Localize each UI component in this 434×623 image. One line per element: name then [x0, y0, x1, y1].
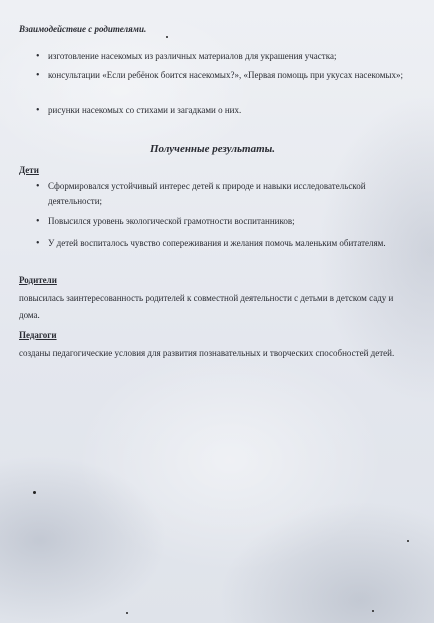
bullet-icon: • [36, 105, 40, 116]
bullet-icon: • [36, 181, 40, 192]
bullet-icon: • [36, 216, 40, 227]
list-item-text: изготовление насекомых из различных материалов для украшения участка; [48, 51, 337, 61]
scan-speck [126, 612, 128, 614]
list-item [36, 103, 406, 118]
parents-interaction-heading: Взаимодействие с родителями. [19, 24, 147, 34]
children-label: Дети [19, 165, 39, 175]
teachers-result-text: созданы педагогические условия для развития познавательных и творческих способностей детей. [19, 348, 395, 358]
list-item [36, 49, 406, 64]
scan-speck [166, 36, 168, 38]
list-item [36, 214, 406, 229]
scan-speck [407, 540, 409, 542]
list-item-text: рисунки насекомых со стихами и загадками о них. [48, 105, 242, 115]
parents-label: Родители [19, 275, 57, 285]
list-item-text: консультации «Если ребёнок боится насекомых?», «Первая помощь при укусах насекомых»; [48, 70, 403, 80]
list-item-text: У детей воспиталось чувство сопереживания и желания помочь маленьким обитателям. [48, 238, 386, 248]
list-item [36, 236, 406, 251]
scan-speck [372, 610, 374, 612]
bullet-icon: • [36, 238, 40, 249]
list-item [36, 179, 386, 209]
bullet-icon: • [36, 70, 40, 81]
list-item-text: Повысился уровень экологической грамотности воспитанников; [48, 216, 295, 226]
scan-speck [33, 491, 36, 494]
list-item [36, 68, 406, 83]
results-title: Полученные результаты. [150, 143, 276, 155]
parents-result-text: повысилась заинтересованность родителей к совместной деятельности с детьми в детском саду и дома. [19, 293, 394, 320]
list-item-text: Сформировался устойчивый интерес детей к природе и навыки исследовательской деятельности; [48, 181, 366, 206]
teachers-label: Педагоги [19, 330, 57, 340]
bullet-icon: • [36, 51, 40, 62]
